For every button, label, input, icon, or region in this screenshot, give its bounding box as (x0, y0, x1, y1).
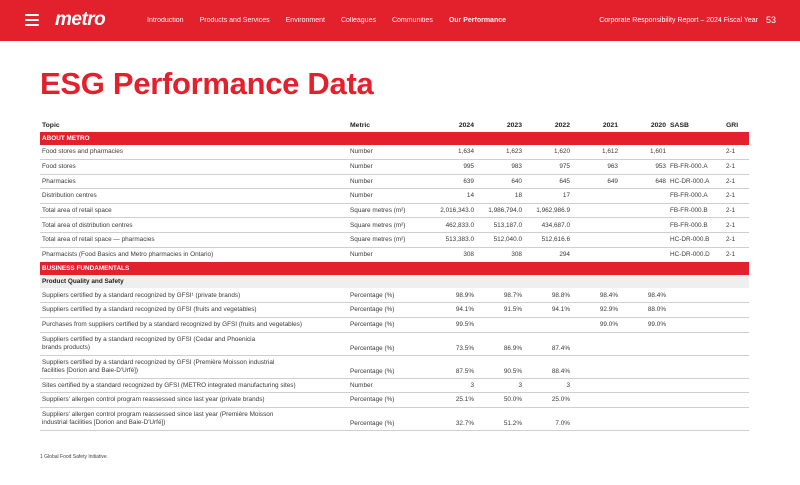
page-title: ESG Performance Data (40, 66, 374, 101)
table-row (40, 355, 749, 378)
value-cell-2020 (620, 407, 668, 430)
value-cell-2024: 14 (428, 189, 476, 204)
value-cell-2020 (620, 233, 668, 248)
value-cell-2024: 25.1% (428, 393, 476, 408)
table-row (40, 174, 749, 189)
report-title: Corporate Responsibility Report – 2024 Fiscal Year (599, 17, 758, 24)
gri-cell (724, 355, 749, 378)
value-cell-2021: 98.4% (572, 288, 620, 303)
value-cell-2020: 98.4% (620, 288, 668, 303)
sasb-cell: FB-FR-000.A (668, 160, 724, 175)
gri-cell (724, 393, 749, 408)
metric-cell: Number (348, 378, 428, 393)
nav-our-performance[interactable]: Our Performance (448, 17, 507, 24)
value-cell-2022: 645 (524, 174, 572, 189)
header-2020: 2020 (650, 122, 666, 129)
top-navigation-bar (0, 0, 800, 41)
sasb-cell: HC-DR-000.B (668, 233, 724, 248)
metro-logo[interactable]: metro (55, 9, 106, 30)
topic-cell: Pharmacists (Food Basics and Metro pharmacies in Ontario) (42, 251, 214, 259)
value-cell-2023: 640 (476, 174, 524, 189)
value-cell-2024: 995 (428, 160, 476, 175)
sasb-cell (668, 288, 724, 303)
value-cell-2024: 73.5% (428, 332, 476, 355)
sasb-cell: FB-FR-000.B (668, 203, 724, 218)
nav-environment[interactable]: Environment (285, 17, 325, 24)
value-cell-2021: 649 (572, 174, 620, 189)
gri-cell: 2-1 (724, 145, 749, 160)
header-gri: GRI (726, 122, 739, 129)
subsection-label: Product Quality and Safety (40, 275, 749, 289)
value-cell-2020 (620, 393, 668, 408)
table-header-row (40, 118, 749, 132)
metric-cell: Percentage (%) (348, 332, 428, 355)
gri-cell (724, 317, 749, 332)
table-row (40, 145, 749, 160)
topic-cell: Sites certified by a standard recognized by GFSI (METRO integrated manufacturing sites) (40, 378, 348, 393)
value-cell-2020: 99.0% (620, 317, 668, 332)
gri-cell: 2-1 (724, 160, 749, 175)
topic-cell (40, 407, 348, 430)
value-cell-2024: 94.1% (428, 303, 476, 318)
header-metric: Metric (350, 122, 371, 129)
value-cell-2020 (620, 203, 668, 218)
topic-cell: Suppliers' allergen control program reassessed since last year (private brands) (40, 393, 348, 408)
table-row (40, 233, 749, 248)
header-2022: 2022 (554, 122, 570, 129)
value-cell-2024: 462,833.0 (428, 218, 476, 233)
table-row (40, 160, 749, 175)
value-cell-2022: 87.4% (524, 332, 572, 355)
value-cell-2022: 512,616.6 (524, 233, 572, 248)
metric-cell: Number (348, 160, 428, 175)
gri-cell: 2-1 (724, 189, 749, 204)
header-2023: 2023 (506, 122, 522, 129)
value-cell-2023: 3 (476, 378, 524, 393)
topic-cell (40, 332, 348, 355)
value-cell-2021 (572, 189, 620, 204)
sasb-cell (668, 145, 724, 160)
metric-cell: Square metres (m²) (348, 233, 428, 248)
value-cell-2024: 32.7% (428, 407, 476, 430)
header-sasb: SASB (670, 122, 689, 129)
value-cell-2021: 963 (572, 160, 620, 175)
sasb-cell (668, 393, 724, 408)
metric-cell: Square metres (m²) (348, 218, 428, 233)
table-row (40, 332, 749, 355)
sasb-cell (668, 407, 724, 430)
topic-cell: Distribution centres (40, 189, 348, 204)
gri-cell (724, 303, 749, 318)
topic-cell: Food stores and pharmacies (40, 145, 348, 160)
value-cell-2021 (572, 407, 620, 430)
value-cell-2021 (572, 218, 620, 233)
topic-line: industrial facilities [Dorion and Baie-D'Urfé]) (42, 418, 166, 426)
value-cell-2022: 1,962,986.9 (524, 203, 572, 218)
gri-cell (724, 332, 749, 355)
metric-cell: Number (348, 145, 428, 160)
section-label: BUSINESS FUNDAMENTALS (40, 262, 749, 275)
table-row (40, 317, 749, 332)
topic-cell: Total area of retail space — pharmacies (40, 233, 348, 248)
value-cell-2023: 1,986,794.0 (476, 203, 524, 218)
value-cell-2020 (620, 332, 668, 355)
table-row (40, 189, 749, 204)
section-nav (147, 17, 522, 24)
value-cell-2020 (620, 218, 668, 233)
esg-data-table (40, 118, 749, 431)
table-row (40, 303, 749, 318)
topic-cell: Total area of retail space (40, 203, 348, 218)
value-cell-2023: 51.2% (476, 407, 524, 430)
nav-introduction[interactable]: Introduction (147, 17, 184, 24)
topic-cell: Purchases from suppliers certified by a standard recognized by GFSI (fruits and vegetables) (40, 317, 348, 332)
topic-cell: Pharmacies (40, 174, 348, 189)
value-cell-2021 (572, 378, 620, 393)
section-header-row (40, 262, 749, 275)
metric-cell: Percentage (%) (348, 303, 428, 318)
value-cell-2021 (572, 355, 620, 378)
metric-cell: Number (348, 189, 428, 204)
topic-cell: Food stores (40, 160, 348, 175)
value-cell-2023: 512,040.0 (476, 233, 524, 248)
sasb-cell (668, 378, 724, 393)
value-cell-2022: 17 (524, 189, 572, 204)
value-cell-2024: 87.5% (428, 355, 476, 378)
value-cell-2022: 25.0% (524, 393, 572, 408)
value-cell-2022 (524, 317, 572, 332)
header-2021: 2021 (602, 122, 618, 129)
value-cell-2020: 648 (620, 174, 668, 189)
metric-cell: Square metres (m²) (348, 203, 428, 218)
sasb-cell: HC-DR-000.A (668, 174, 724, 189)
section-label: ABOUT METRO (40, 132, 749, 145)
value-cell-2023: 18 (476, 189, 524, 204)
value-cell-2021: 92.9% (572, 303, 620, 318)
gri-cell: 2-1 (724, 174, 749, 189)
nav-communities[interactable]: Communities (391, 17, 433, 24)
table-row (40, 218, 749, 233)
topic-line: Suppliers certified by a standard recognized by GFSI (Première Moisson industrial (42, 359, 275, 367)
sasb-cell: FB-FR-000.B (668, 218, 724, 233)
page-number: 53 (765, 15, 776, 25)
gri-cell (724, 378, 749, 393)
value-cell-2021 (572, 203, 620, 218)
topic-line: brands products) (42, 343, 90, 351)
value-cell-2021 (572, 247, 620, 262)
value-cell-2021 (572, 393, 620, 408)
value-cell-2024: 98.9% (428, 288, 476, 303)
metric-cell: Percentage (%) (348, 317, 428, 332)
section-header-row (40, 132, 749, 145)
gri-cell (724, 407, 749, 430)
gri-cell: 2-1 (724, 203, 749, 218)
sasb-cell (668, 303, 724, 318)
value-cell-2020 (620, 189, 668, 204)
value-cell-2022: 434,687.0 (524, 218, 572, 233)
topic-line: facilities [Dorion and Baie-D'Urfé]) (42, 366, 139, 374)
value-cell-2024: 3 (428, 378, 476, 393)
value-cell-2020: 88.0% (620, 303, 668, 318)
value-cell-2022: 3 (524, 378, 572, 393)
topic-line: Suppliers certified by a standard recognized by GFSI (Cedar and Phoenicia (42, 336, 256, 344)
metric-cell: Number (348, 174, 428, 189)
metric-cell: Percentage (%) (348, 355, 428, 378)
value-cell-2022: 98.8% (524, 288, 572, 303)
value-cell-2024: 1,634 (428, 145, 476, 160)
value-cell-2023: 983 (476, 160, 524, 175)
table-row (40, 378, 749, 393)
value-cell-2021 (572, 233, 620, 248)
topic-cell: Suppliers certified by a standard recognized by GFSI¹ (private brands) (40, 288, 348, 303)
value-cell-2024: 639 (428, 174, 476, 189)
nav-products-and-services[interactable]: Products and Services (199, 17, 270, 24)
value-cell-2022: 1,620 (524, 145, 572, 160)
header-topic: Topic (42, 122, 60, 129)
topic-line: Suppliers' allergen control program reassessed since last year (Première Moisson (42, 411, 274, 419)
table-row (40, 203, 749, 218)
value-cell-2020 (620, 355, 668, 378)
table-row (40, 407, 749, 430)
value-cell-2023: 1,623 (476, 145, 524, 160)
sasb-cell (668, 355, 724, 378)
value-cell-2024: 99.5% (428, 317, 476, 332)
value-cell-2024: 513,383.0 (428, 233, 476, 248)
value-cell-2023: 90.5% (476, 355, 524, 378)
table-row (40, 247, 749, 262)
value-cell-2024: 2,016,343.0 (428, 203, 476, 218)
menu-icon[interactable] (25, 14, 39, 26)
value-cell-2020: 953 (620, 160, 668, 175)
value-cell-2022: 294 (559, 251, 570, 259)
sasb-cell: HC-DR-000.D (670, 251, 710, 259)
value-cell-2024: 308 (463, 251, 474, 259)
gri-cell: 2-1 (726, 251, 736, 259)
table-row (40, 393, 749, 408)
metric-cell: Percentage (%) (348, 288, 428, 303)
gri-cell (724, 288, 749, 303)
footnote: 1 Global Food Safety Initiative. (40, 454, 109, 460)
value-cell-2021: 99.0% (572, 317, 620, 332)
metric-cell: Percentage (%) (348, 407, 428, 430)
value-cell-2022: 94.1% (524, 303, 572, 318)
metric-cell: Number (350, 251, 373, 259)
esg-data-table-container (40, 118, 749, 431)
subsection-header-row (40, 275, 749, 289)
value-cell-2021: 1,612 (572, 145, 620, 160)
sasb-cell (668, 332, 724, 355)
value-cell-2022: 88.4% (524, 355, 572, 378)
value-cell-2023 (476, 317, 524, 332)
value-cell-2021 (572, 332, 620, 355)
table-row (40, 288, 749, 303)
value-cell-2023: 98.7% (476, 288, 524, 303)
sasb-cell (668, 317, 724, 332)
value-cell-2022: 975 (524, 160, 572, 175)
gri-cell: 2-1 (724, 233, 749, 248)
header-2024: 2024 (458, 122, 474, 129)
sasb-cell: FB-FR-000.A (668, 189, 724, 204)
value-cell-2023: 308 (511, 251, 522, 259)
gri-cell: 2-1 (724, 218, 749, 233)
value-cell-2023: 91.5% (476, 303, 524, 318)
topic-cell (40, 355, 348, 378)
value-cell-2023: 86.9% (476, 332, 524, 355)
value-cell-2023: 513,187.0 (476, 218, 524, 233)
value-cell-2020 (620, 378, 668, 393)
metric-cell: Percentage (%) (348, 393, 428, 408)
value-cell-2022: 7.0% (524, 407, 572, 430)
topic-cell: Total area of distribution centres (40, 218, 348, 233)
topic-cell: Suppliers certified by a standard recognized by GFSI (fruits and vegetables) (40, 303, 348, 318)
nav-colleagues[interactable]: Colleagues (340, 17, 376, 24)
value-cell-2020: 1,601 (620, 145, 668, 160)
value-cell-2023: 50.0% (476, 393, 524, 408)
value-cell-2020 (620, 247, 668, 262)
